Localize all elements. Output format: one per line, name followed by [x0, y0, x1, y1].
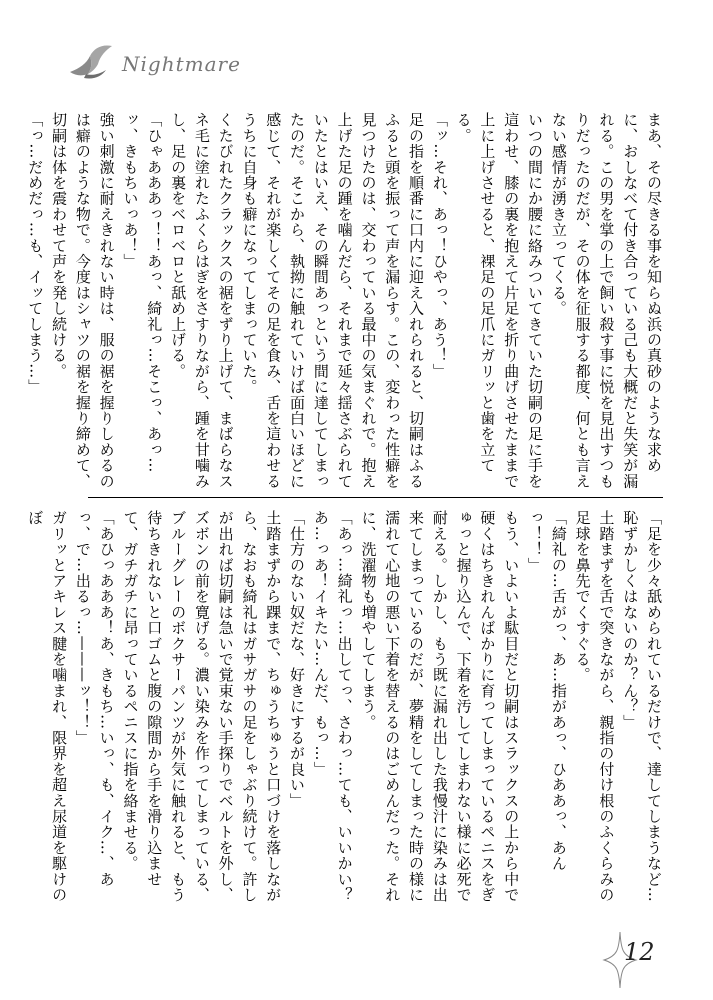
paragraph: 強い刺激に耐えきれない時は、服の裾を握りしめるのは癖のような物で。今度はシャツの裾を握り締めて、切嗣は体を震わせて声を発し続ける。	[50, 112, 116, 489]
paragraph: 「ひゃあああっ！！あっ、綺礼っ…そこっ、あっ…ッ、きもちいっあ！」	[121, 112, 164, 474]
paragraph: 足の指を順番に口内に迎え入れられると、切嗣はふるふると頭を振って声を漏らす。この、変わった性癖を見つけたのは、交わっている最中の気まぐれで。抱え上げた足の踵を噛んだら、それまで延々揺さぶられていたとはいえ、その瞬間あっという間に達してしまったのだ。そこから、執拗に触れていけば面白いほどに感じて、それが楽しくてその足を食み、舌を這わせるうちに自身も癖になってしまっていた。	[240, 112, 426, 489]
paragraph: いつの間にか腰に絡みついてきていた切嗣の足に手を這わせ、膝の裏を抱えて片足を折り曲げさせたままで上に上げさせると、裸足の足爪にガリッと歯を立てる。	[454, 112, 545, 489]
paragraph: 「あひっあああ！あ、きもち…いっ、も、イク…、あっ、で…出るっ…———ッ！！」	[73, 510, 116, 887]
page-number	[600, 930, 670, 990]
paragraph: もう、いよいよ駄目だと切嗣はスラックスの上から中で硬くはちきれんばかりに育ってしまっているペニスをぎゅっと握り込んで、下着を汚してしまわない様に必死で耐える。しかし、もう既に漏れ出した我慢汁に染みは出来てしまっているのだが、夢精をしてしまった時の様に濡れて心地の悪い下着を替えるのはごめんだった。それに、洗濯物も増やしてしまう。	[359, 510, 521, 903]
page-number-text: 12	[624, 938, 655, 966]
paragraph: 「仕方のない奴だな、好きにするが良い」	[288, 510, 307, 809]
paragraph: ガリッとアキレス腱を噛まれ、限界を超え尿道を駆けのぼ	[26, 510, 69, 903]
paragraph: 「足を少々舐められているだけで、達してしまうなど…恥ずかしくはないのか？ん？」	[621, 510, 663, 903]
paragraph: 「っ…だめだっ…も、イッてしまう…」	[26, 112, 45, 395]
text-block-bottom	[26, 510, 665, 905]
paragraph: 土踏まずから踝まで、ちゅうちゅうと口づけを落しながら、なおも綺礼はガサガサの足をしゃぶり続けて。許しが出れば切嗣は急いで覚束ない手探りでベルトを外し、ズボンの前を寛げる。濃い染みを作ってしまっている、ブルーグレーのボクサーパンツが外気に触れると、もう待ちきれないと口ゴムと腹の隙間から手を滑り込ませて、ガチガチに昂っているペニスに指を絡ませる。	[121, 510, 283, 903]
paragraph: くたびれたクラックスの裾をずり上げて、まばらなスネ毛に塗れたふくらはぎをさすりながら、踵を甘噛みし、足の裏をベロベロと舐め上げる。	[169, 112, 235, 489]
paragraph: 「綺礼の…舌がっ、あ…指があっ、ひああっ、あんっ！！」	[526, 510, 568, 872]
page-header	[68, 42, 308, 82]
section-divider	[88, 497, 663, 498]
text-block-top	[26, 112, 665, 492]
paragraph: 「あっ…綺礼っ…出してっ、さわっ…ても、いいかい？あ…っあ！イキたい…んだ、もっ…」	[311, 510, 354, 903]
paragraph: 土踏まずを舌で突きながら、親指の付け根のふくらみの足球を鼻先でくすぐる。	[573, 510, 616, 903]
bird-icon	[68, 42, 118, 82]
paragraph: まあ、その尽きる事を知らぬ浜の真砂のような求めに、おしなべて付き合っている己も大概だと失笑が漏れる。この男を掌の上で飼い殺す事に悦を見出すつもりだったのだが、その体を征服する都度、何とも言えない感情が湧き立ってくる。	[549, 112, 663, 489]
header-title: Nightmare	[122, 52, 241, 76]
paragraph: 「ッ…それ、あっ！ひやっ、あう！」	[430, 112, 449, 379]
